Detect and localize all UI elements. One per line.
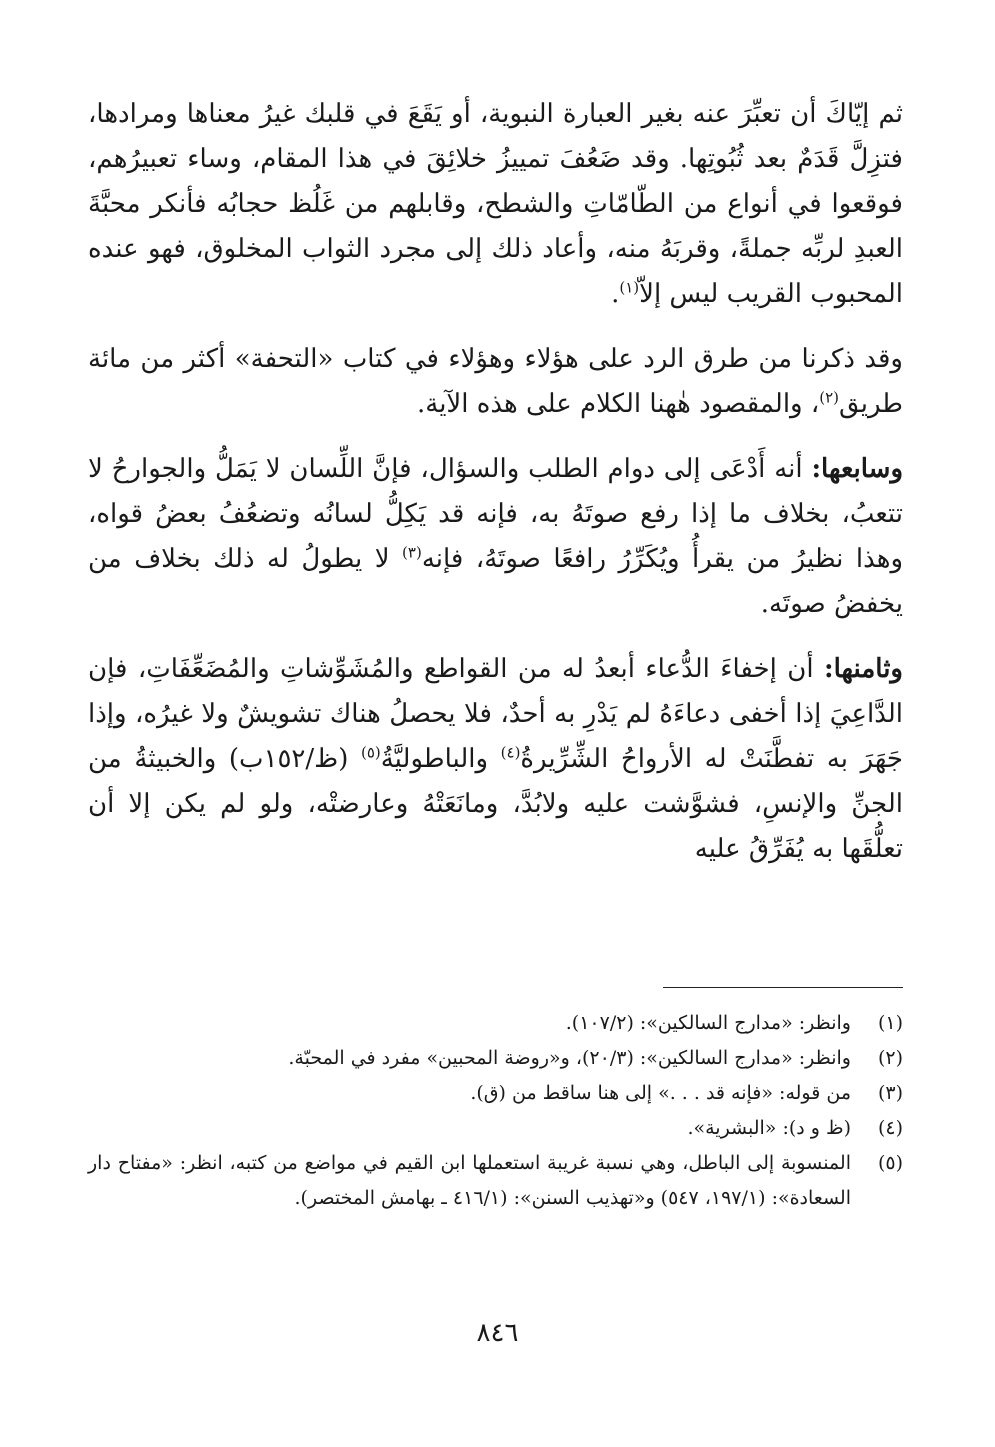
main-text — [88, 92, 903, 892]
paragraph-1 — [88, 92, 903, 317]
footnote-text: (ظ و د): «البشرية». — [687, 1117, 851, 1139]
footnote-number: (٤) — [877, 1117, 903, 1139]
footnote-number: (١) — [877, 1012, 903, 1034]
footnote-text: من قوله: «فإنه قد . . .» إلى هنا ساقط من (ق). — [470, 1082, 851, 1104]
paragraph-4-text-b: والباطوليَّةُ — [380, 744, 501, 774]
paragraph-3 — [88, 447, 903, 627]
paragraph-4-text-a: أن إخفاءَ الدُّعاء أبعدُ له من القواطع والمُشَوِّشاتِ والمُضَعِّفَاتِ، فإن الدَّاعِيَ إذا أخفى دعاءَهُ لم يَدْرِ به أحدٌ، فلا يحصلُ هناك تشويشٌ ولا غيرُه، وإذا جَهَرَ به تفطَّنَتْ له الأرواحُ الشِّرِّيرةُ — [88, 654, 903, 774]
footnote-number: (٣) — [877, 1082, 903, 1104]
paragraph-3-heading: وسابعها: — [811, 454, 903, 484]
footnote-1 — [88, 1006, 903, 1041]
footnote-ref-4: (٤) — [500, 743, 521, 762]
paragraph-2-tail: ، والمقصود هٰهنا الكلام على هذه الآية. — [416, 389, 820, 419]
paragraph-3-tail: لا يطولُ له ذلك بخلاف من يخفضُ صوتَه. — [88, 544, 903, 619]
footnote-2 — [88, 1041, 903, 1076]
footnote-4 — [88, 1111, 903, 1146]
paragraph-3-text: أنه أَدْعَى إلى دوام الطلب والسؤال، فإنَّ اللِّسان لا يَمَلُّ والجوارحُ لا تتعبُ، بخلاف ما إذا رفع صوتَهُ به، فإنه قد يَكِلُّ لسانُه وتضعُفُ بعضُ قواه، وهذا نظيرُ من يقرأُ ويُكَرِّرُ رافعًا صوتَهُ، فإنه — [88, 454, 904, 574]
footnote-separator — [663, 987, 903, 988]
footnote-number: (٥) — [877, 1152, 903, 1174]
paragraph-2 — [88, 337, 903, 427]
paragraph-2-text: وقد ذكرنا من طرق الرد على هؤلاء وهؤلاء في كتاب «التحفة» أكثر من مائة طريق — [88, 344, 903, 419]
footnote-ref-1: (١) — [619, 278, 640, 297]
footnote-text: وانظر: «مدارج السالكين»: (٢٠/٣)، و«روضة المحبين» مفرد في المحبّة. — [288, 1047, 851, 1069]
footnote-ref-5: (٥) — [360, 743, 381, 762]
paragraph-4 — [88, 647, 903, 872]
footnote-number: (٢) — [877, 1047, 903, 1069]
page-number: ٨٤٦ — [476, 1318, 519, 1348]
footnote-ref-3: (٣) — [402, 543, 422, 562]
footnote-text: المنسوبة إلى الباطل، وهي نسبة غريبة استعملها ابن القيم في مواضع من كتبه، انظر: «مفتاح دار السعادة»: (١٩٧/١، ٥٤٧) و«تهذيب السنن»: (٤١٦/١ ـ بهامش المختصر). — [88, 1152, 851, 1209]
footnote-ref-2: (٢) — [819, 388, 840, 407]
paragraph-4-heading: وثامنها: — [824, 654, 903, 684]
footnotes — [88, 1006, 903, 1216]
paragraph-1-text: ثم إيّاكَ أن تعبِّرَ عنه بغير العبارة النبوية، أو يَقَعَ في قلبك غيرُ معناها ومرادها، فتزِلَّ قَدَمٌ بعد ثُبُوتِها. وقد ضَعُفَ تمييزُ خلائِقَ في هذا المقام، وساء تعبيرُهم، فوقعوا في أنواع من الطّامّاتِ والشطح، وقابلهم من غَلُظ حجابُه فأنكر محبَّةَ العبدِ لربِّه جملةً، وقربَهُ منه، وأعاد ذلك إلى مجرد الثواب المخلوق، فهو عنده المحبوب القريب ليس إلاّ — [88, 99, 903, 309]
paragraph-4-text-c: (ظ/١٥٢ب) والخبيثةُ من الجنِّ والإنسِ، فشوَّشت عليه ولابُدَّ، ومانَعَتْهُ وعارضتْه، ولو لم يكن إلا أن تعلُّقَها به يُفَرِّقُ عليه — [88, 744, 903, 864]
paragraph-1-tail: . — [611, 279, 620, 309]
footnote-3 — [88, 1076, 903, 1111]
footnote-5 — [88, 1146, 903, 1216]
footnote-text: وانظر: «مدارج السالكين»: (١٠٧/٢). — [565, 1012, 851, 1034]
